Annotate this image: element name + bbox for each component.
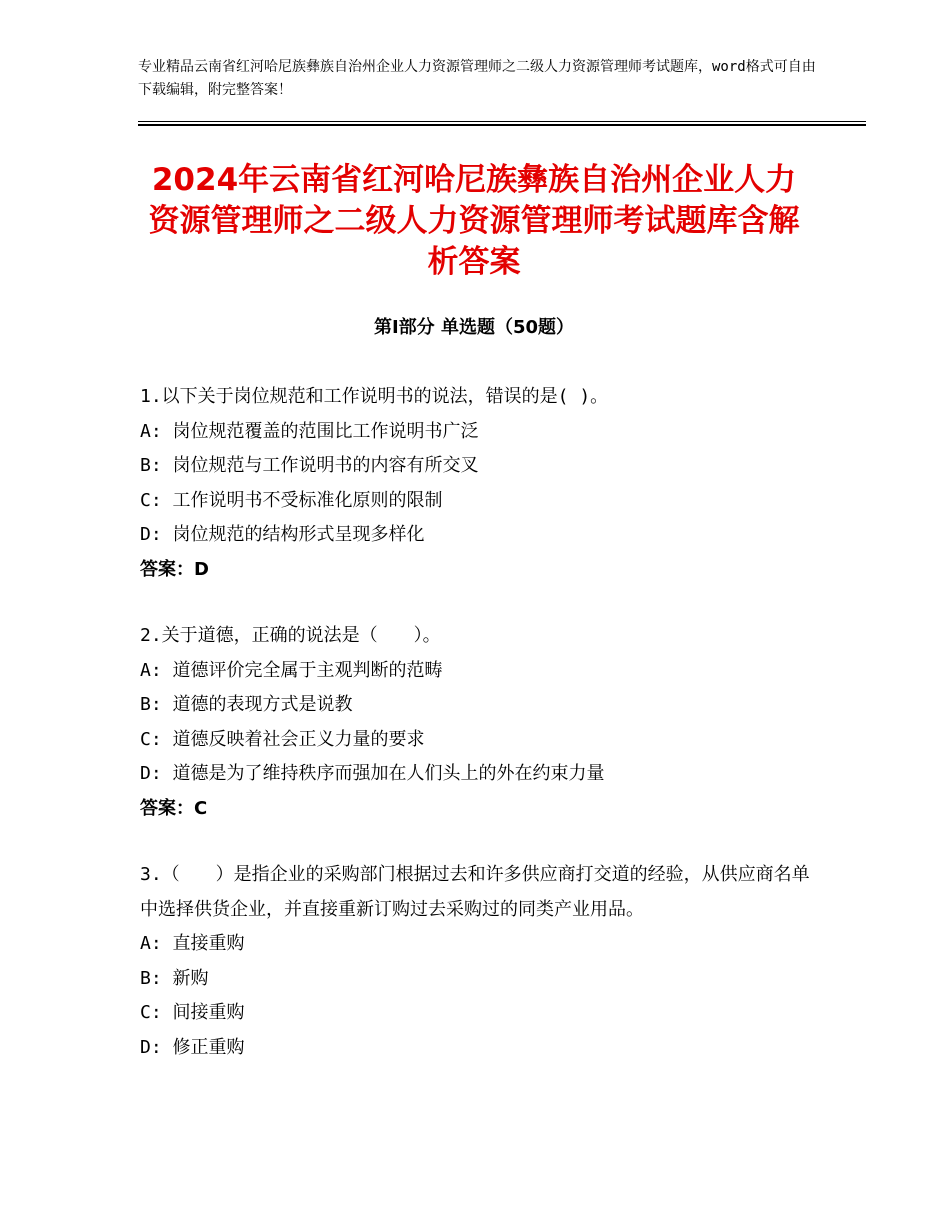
option-d: D: 修正重购: [140, 1036, 245, 1058]
option-c: C: 道德反映着社会正义力量的要求: [140, 728, 425, 750]
header-note: 专业精品云南省红河哈尼族彝族自治州企业人力资源管理师之二级人力资源管理师考试题库，word格式可自由下载编辑，附完整答案！: [138, 59, 816, 98]
option-b: B: 岗位规范与工作说明书的内容有所交叉: [140, 455, 479, 476]
answer: 答案：D: [140, 558, 209, 580]
option-d: D: 道德是为了维持秩序而强加在人们头上的外在约束力量: [140, 763, 605, 784]
header-divider-thin: [138, 121, 866, 122]
option-d: D: 岗位规范的结构形式呈现多样化: [140, 524, 425, 545]
question-2: [140, 619, 812, 826]
question-stem: 3.（ ）是指企业的采购部门根据过去和许多供应商打交道的经验，从供应商名单中选择供货企业，并直接重新订购过去采购过的同类产业用品。: [140, 864, 810, 920]
option-c: C: 工作说明书不受标准化原则的限制: [140, 489, 443, 511]
question-stem: 1.以下关于岗位规范和工作说明书的说法，错误的是( )。: [140, 386, 609, 407]
option-c: C: 间接重购: [140, 1002, 245, 1023]
question-3: [140, 858, 812, 1065]
question-1: [140, 380, 812, 587]
document-title: 2024年云南省红河哈尼族彝族自治州企业人力资源管理师之二级人力资源管理师考试题库含解析答案: [148, 162, 800, 280]
option-a: A: 道德评价完全属于主观判断的范畴: [140, 659, 443, 681]
option-a: A: 岗位规范覆盖的范围比工作说明书广泛: [140, 420, 479, 442]
answer: 答案：C: [140, 797, 208, 819]
section-heading: 第Ⅰ部分 单选题（50题）: [373, 317, 574, 338]
option-b: B: 道德的表现方式是说教: [140, 694, 353, 715]
option-a: A: 直接重购: [140, 933, 245, 954]
question-stem: 2.关于道德，正确的说法是（ ）。: [140, 625, 441, 646]
option-b: B: 新购: [140, 967, 209, 989]
header-divider-thick: [138, 124, 866, 126]
question-list: [140, 380, 812, 1097]
